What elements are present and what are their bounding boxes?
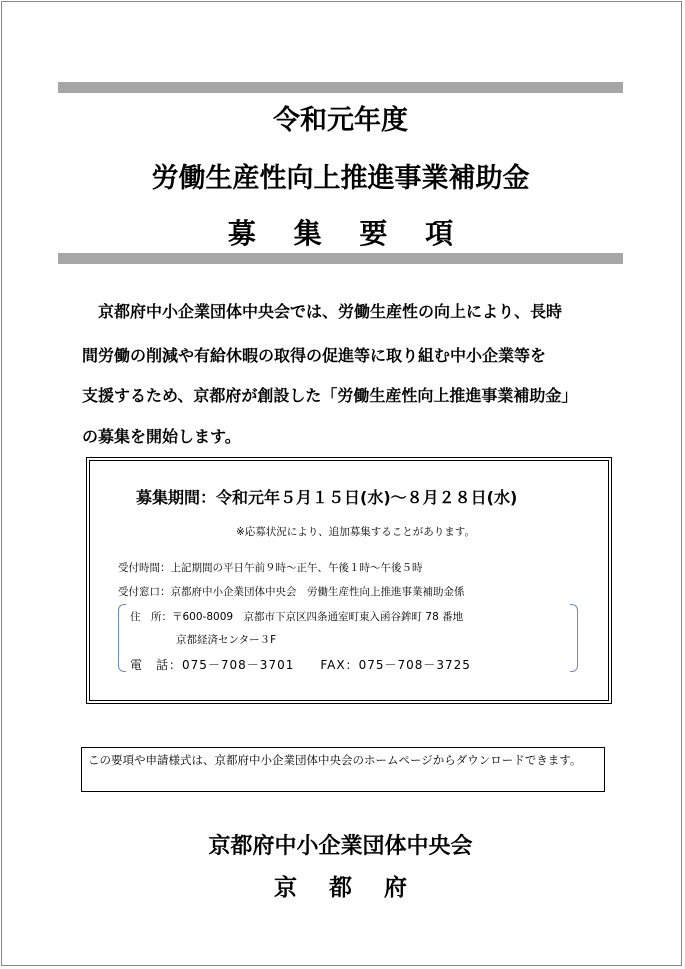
download-note: この要項や申請様式は、京都府中小企業団体中央会のホームページからダウンロードできます。 xyxy=(81,747,605,792)
title-year: 令和元年度 xyxy=(273,105,408,136)
bottom-divider-bar xyxy=(58,253,623,264)
title-main: 労働生産性向上推進事業補助金 xyxy=(151,163,530,194)
phone-fax: 電 話：075－708－3701 FAX：075－708－3725 xyxy=(130,658,471,672)
address-line-2: 京都経済センター３F xyxy=(176,634,277,646)
reception-hours: 受付時間：上記期間の平日午前９時～正午、午後１時～午後５時 xyxy=(118,562,423,574)
recruitment-period: 募集期間：令和元年５月１５日(水)～８月２８日(水) xyxy=(136,488,518,507)
intro-line-4: の募集を開始します。 xyxy=(82,427,241,446)
title-sub: 募 集 要 項 xyxy=(227,217,468,250)
intro-line-2: 間労働の削減や有給休暇の取得の促進等に取り組む中小企業等を xyxy=(82,346,547,365)
organization-name: 京都府中小企業団体中央会 xyxy=(208,834,473,859)
reception-window: 受付窓口：京都府中小企業団体中央会 労働生産性向上推進事業補助金係 xyxy=(118,586,465,598)
intro-line-1: 京都府中小企業団体中央会では、労働生産性の向上により、長時 xyxy=(98,302,563,321)
contact-bracket-left xyxy=(118,604,126,672)
intro-line-3: 支援するため、京都府が創設した「労働生産性向上推進事業補助金」 xyxy=(82,386,578,405)
address-line-1: 住 所：〒600-8009 京都市下京区四条通室町東入函谷鉾町 78 番地 xyxy=(130,611,464,623)
top-divider-bar xyxy=(58,82,623,93)
prefecture-name: 京 都 府 xyxy=(273,875,419,901)
additional-recruitment-note: ※応募状況により、追加募集することがあります。 xyxy=(236,526,475,538)
contact-bracket-right xyxy=(570,604,578,672)
